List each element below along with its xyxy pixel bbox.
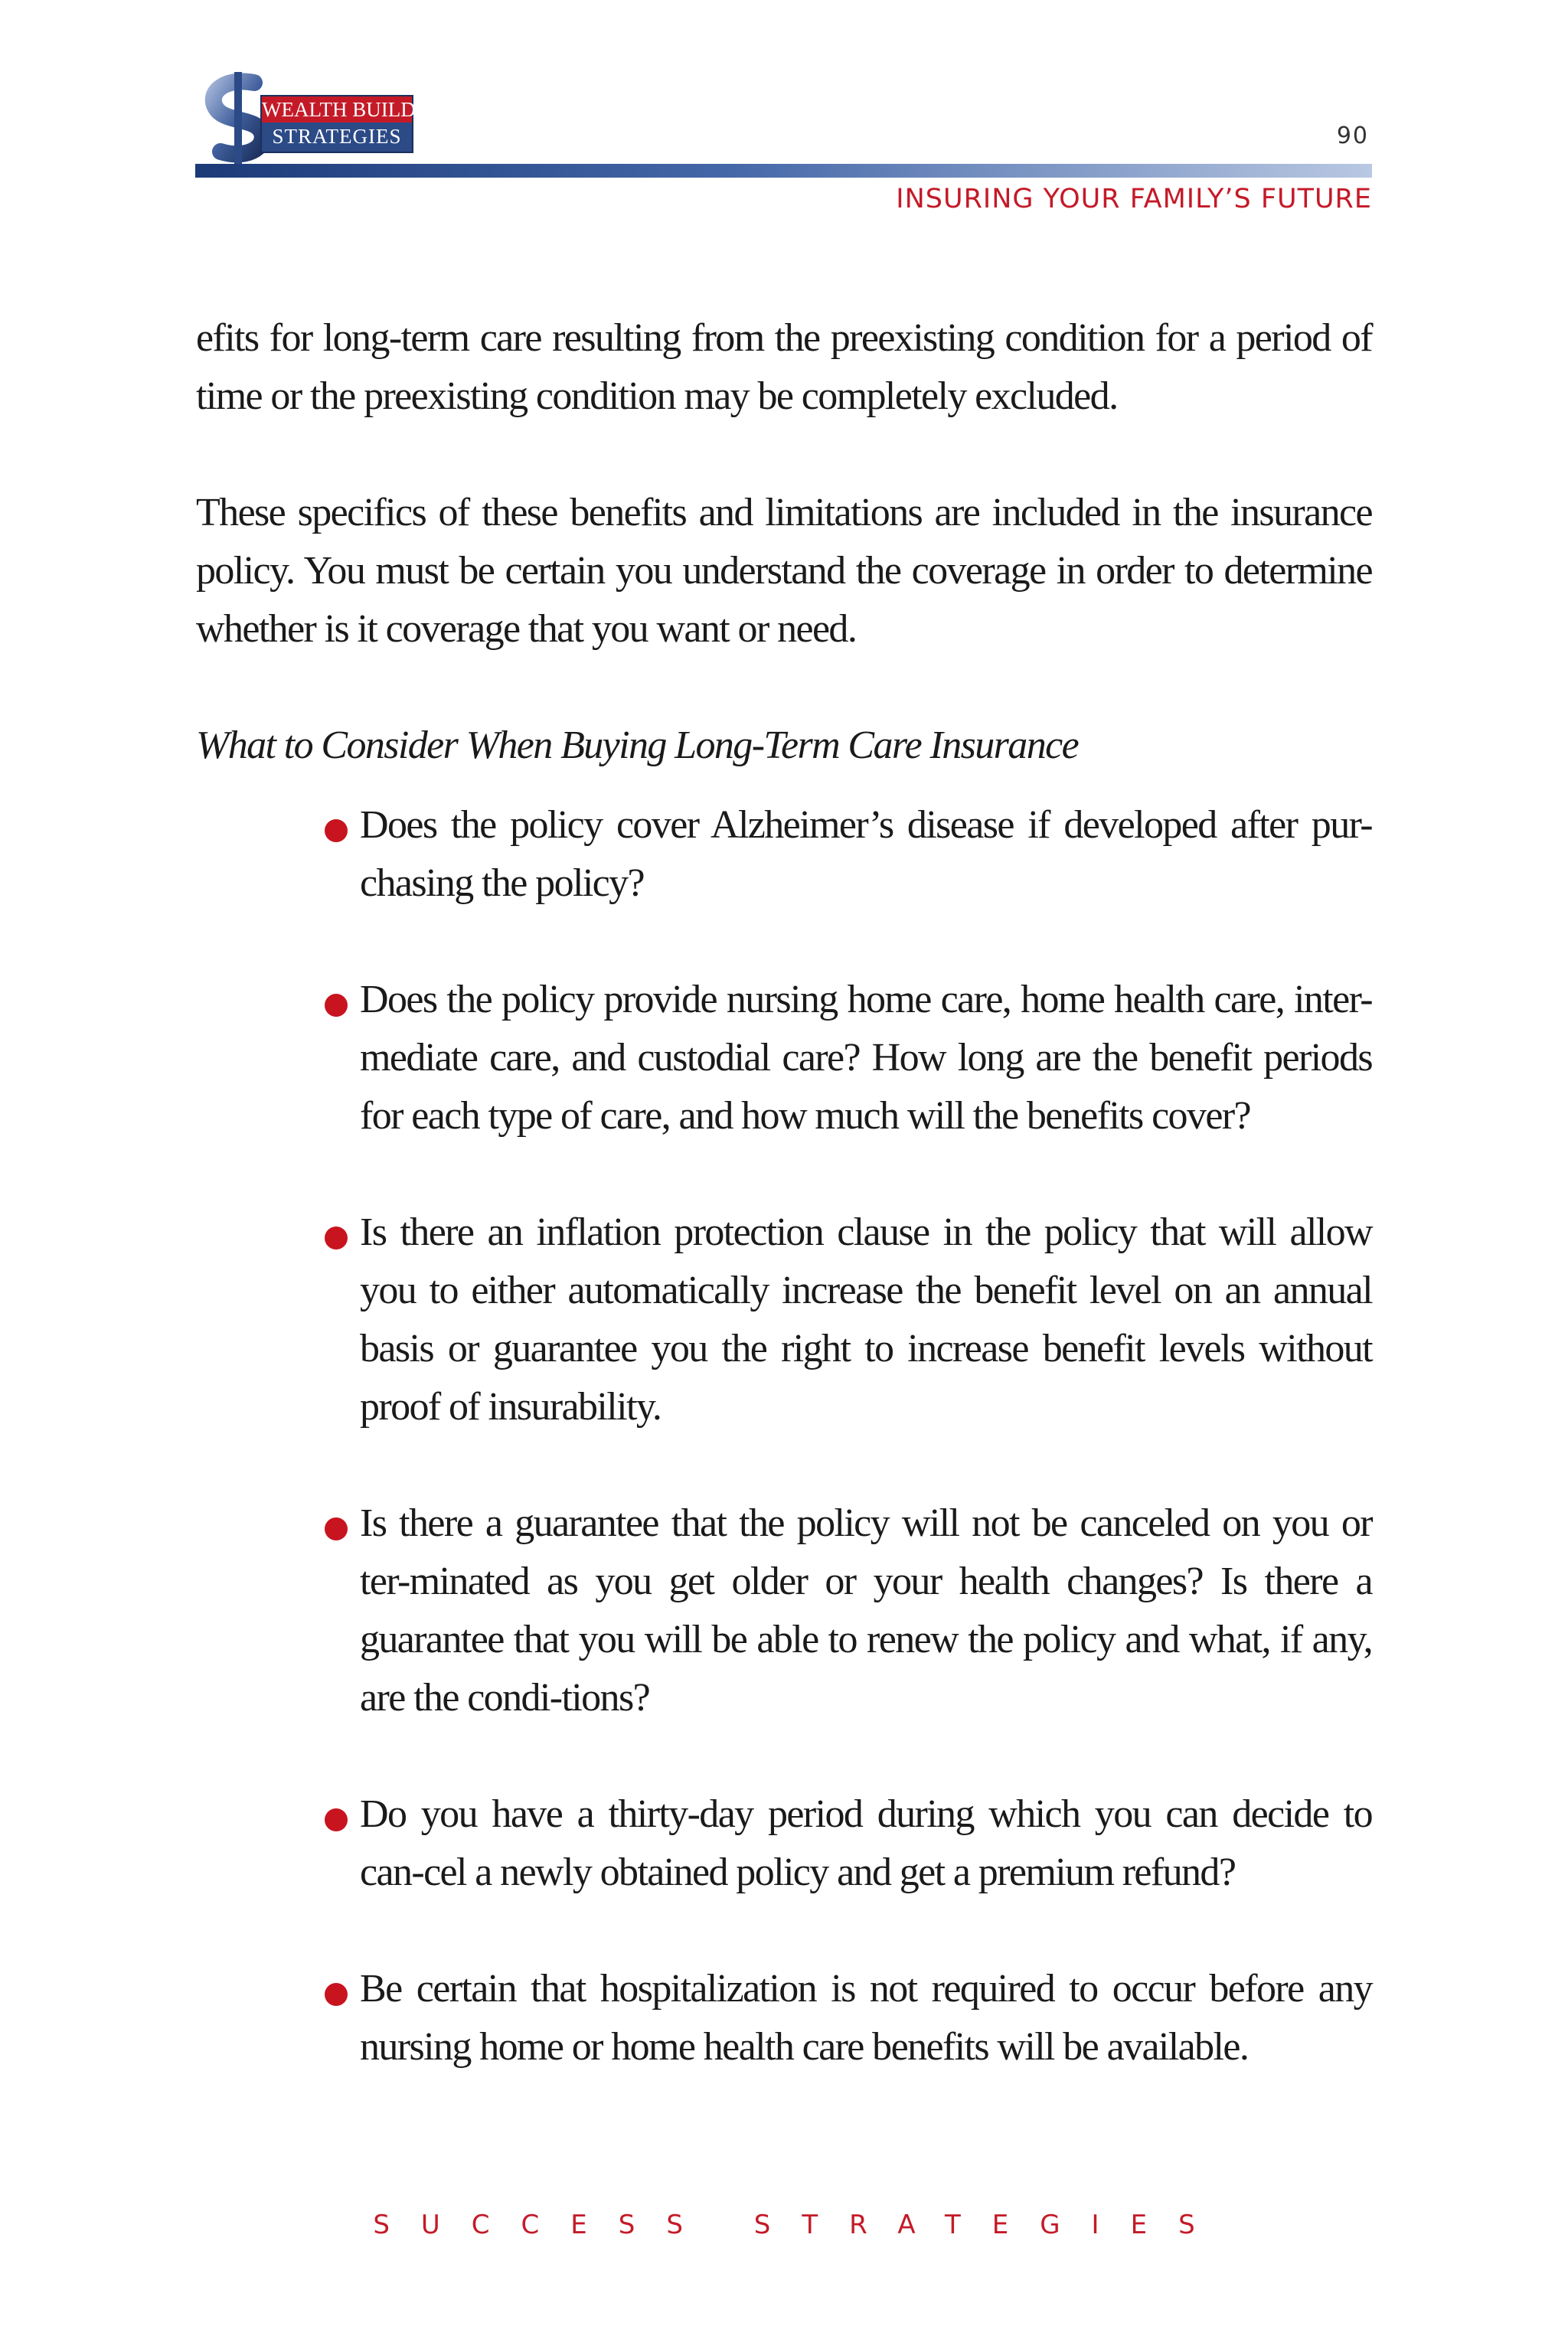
list-item-text: Do you have a thirty-day period during which you can decide to can-cel a newly obtained policy and get a premium refund? [360,1792,1372,1894]
list-item [196,796,1372,913]
list-item-text: Does the policy cover Alzheimer’s disease if developed after pur-chasing the policy? [360,803,1372,905]
section-title: INSURING YOUR FAMILY’S FUTURE [896,184,1372,214]
list-item [196,1204,1372,1436]
footer-success-strategies: SUCCESS STRATEGIES [373,2210,1227,2240]
list-item [196,1785,1372,1902]
paragraph-1: efits for long-term care resulting from the preexisting condition for a period of time or the preexisting condition may be completely excluded. [196,316,1372,418]
list-item-text: Does the policy provide nursing home care, home health care, inter-mediate care, and custodial care? How long are the benefit periods for each type of care, and how much will the benefits cover? [360,978,1372,1138]
bullet-dot-icon [325,1983,348,2006]
logo-line-strategies: STRATEGIES [272,125,402,148]
page-content [196,309,1372,2135]
bullet-dot-icon [325,1227,348,1250]
bullet-dot-icon [325,819,348,842]
logo-wordmark [260,95,452,153]
header-rule [195,164,1372,178]
page-number: 90 [1336,122,1369,149]
bullet-dot-icon [325,994,348,1017]
paragraph-2: These specifics of these benefits and limitations are included in the insurance policy. You must be certain you understand the coverage in order to determine whether is it coverage that you want or need. [196,491,1372,651]
considerations-list [196,796,1372,2076]
list-item [196,1960,1372,2076]
subheading: What to Consider When Buying Long-Term Care Insurance [196,724,1079,767]
list-item-text: Be certain that hospitalization is not required to occur before any nursing home or home health care benefits will be available. [360,1967,1372,2069]
list-item [196,971,1372,1145]
bullet-dot-icon [325,1517,348,1540]
list-item-text: Is there an inflation protection clause in the policy that will allow you to either automatically increase the benefit level on an annual basis or guarantee you the right to increase benefit levels without proof of insurability. [360,1210,1372,1429]
logo-line-wealth-building: WEALTH BUILDING [262,98,452,121]
wealth-building-strategies-logo [191,69,452,168]
list-item [196,1494,1372,1727]
list-item-text: Is there a guarantee that the policy will not be canceled on you or ter-minated as you get older or your health changes? Is there a guarantee that you will be able to renew the policy and what, if any, are the condi-tions? [360,1501,1372,1720]
bullet-dot-icon [325,1808,348,1831]
